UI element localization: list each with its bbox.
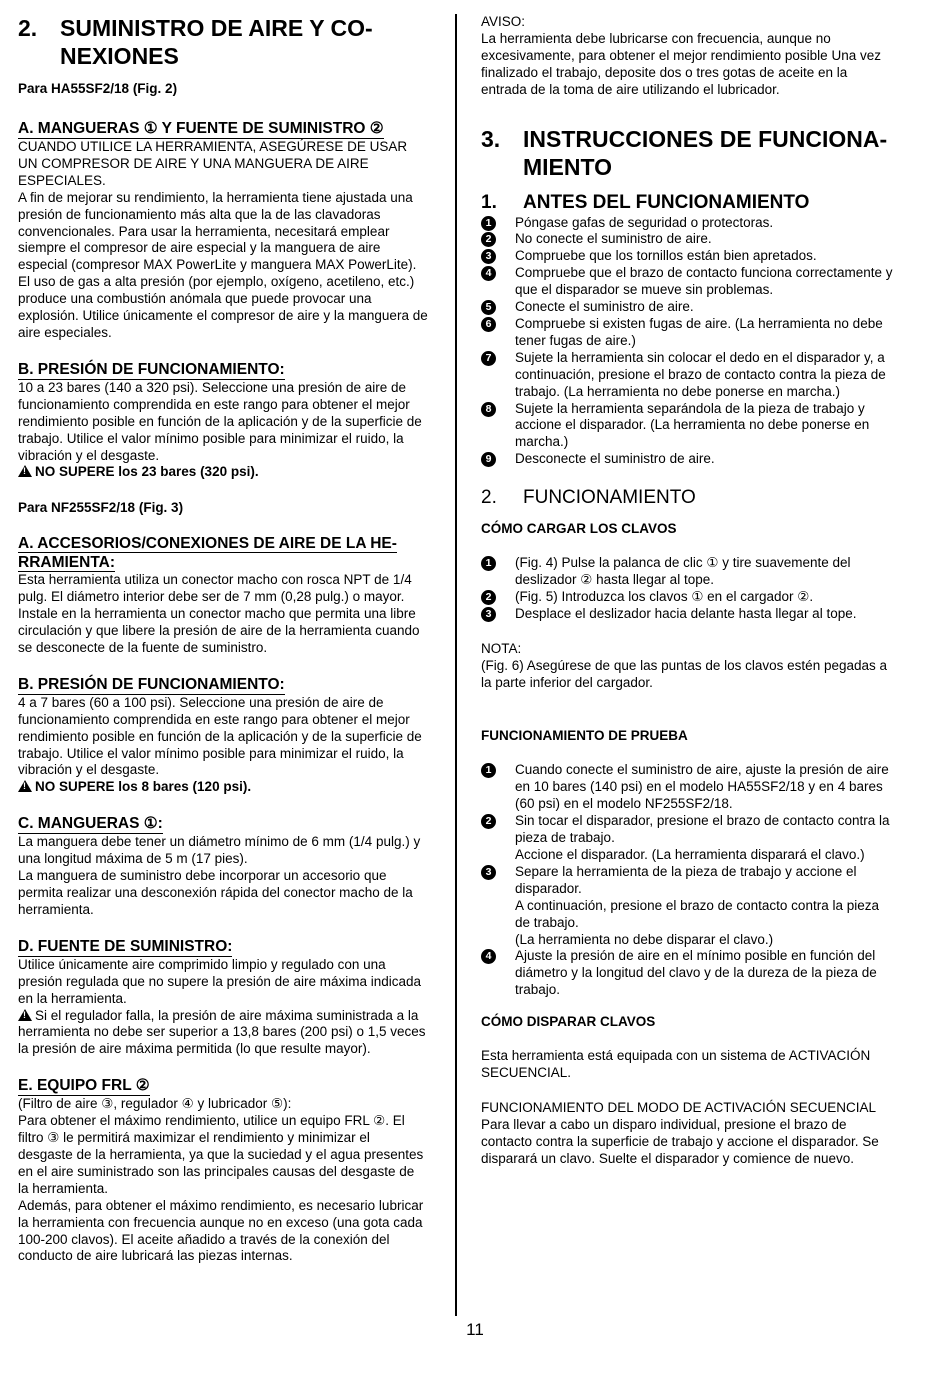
step-text: Compruebe si existen fugas de aire. (La herramienta no debe tener fugas de aire.): [515, 315, 883, 348]
left-column: [18, 14, 428, 1265]
step-text: Cuando conecte el suministro de aire, ajuste la presión de aire en 10 bares (140 psi) en el modelo HA55SF2/18 y en 4 bares (60 psi) en el modelo NF255SF2/18.: [515, 762, 889, 812]
step-number-badge: 2: [481, 814, 496, 829]
c-hoses-title: C. MANGUERAS ①:: [18, 815, 163, 833]
sequential-text: Para llevar a cabo un disparo individual, presione el brazo de contacto contra la superficie de trabajo y accione el disparador. Se disparará un clavo. Suelte el disparador y comience de nuevo.: [481, 1116, 879, 1166]
model-label-ha: Para HA55SF2/18 (Fig. 2): [18, 81, 178, 96]
e-frl-text-3: Además, para obtener el máximo rendimiento, es necesario lubricar la herramienta con frecuencia aunque no en exceso (una gota cada 100-200 clavos). El aceite añadido a través de la conexión del conducto de aire lubricará las piezas internas.: [18, 1197, 424, 1264]
step-number-badge: 3: [481, 865, 496, 880]
step-item: [481, 606, 893, 623]
pressure-text-ha: 10 a 23 bares (140 a 320 psi). Seleccione una presión de aire de funcionamiento comprendida en este rango para obtener el mejor rendimiento posible en función de la aplicación y de la superficie de trabajo. Utilice el valor mínimo posible para minimizar el ruido, la vibración y el desgaste.: [18, 379, 422, 463]
warning-text: Si el regulador falla, la presión de aire máxima suministrada a la herramienta no debe ser superior a 13,8 bares (200 psi) o 1,5 veces la presión de aire máxima permitida (lo que resulte mayor).: [18, 1007, 426, 1057]
title-line: A. ACCESORIOS/CONEXIONES DE AIRE DE LA HE-: [18, 535, 397, 553]
step-text-block: [515, 248, 893, 265]
section-3-heading: [481, 125, 893, 181]
title-line: RRAMIENTA:: [18, 554, 116, 572]
note-text: (Fig. 6) Asegúrese de que las puntas de los clavos estén pegadas a la parte inferior del cargador.: [481, 657, 888, 690]
step-text: (Fig. 5) Introduzca los clavos ① en el cargador ②.: [515, 588, 814, 604]
step-text: Desconecte el suministro de aire.: [515, 451, 715, 467]
e-frl-title: E. EQUIPO FRL ②: [18, 1077, 150, 1095]
heading-line: SUMINISTRO DE AIRE Y CO-: [60, 15, 373, 41]
step-text-block: [515, 762, 893, 813]
step-text: Ajuste la presión de aire en el mínimo posible en función del diámetro y la longitud del clavo y de la dureza de la pieza de trabajo.: [515, 948, 877, 998]
step-text-block: [515, 864, 893, 949]
step-number-badge: 9: [481, 452, 496, 467]
step-item: [481, 231, 893, 248]
notice-text: La herramienta debe lubricarse con frecuencia, aunque no excesivamente, para obtener el mejor rendimiento posible Una vez finalizado el trabajo, deposite dos o tres gotas de aceite en la entrada de la toma de aire utilizando el lubricador.: [481, 30, 881, 97]
subsection-number: 1.: [481, 191, 497, 213]
step-item: [481, 451, 893, 468]
step-number-badge: 1: [481, 556, 496, 571]
sequential-title: FUNCIONAMIENTO DEL MODO DE ACTIVACIÓN SECUENCIAL: [481, 1099, 877, 1115]
step-text-block: [515, 589, 893, 606]
hoses-supply-title: A. MANGUERAS ① Y FUENTE DE SUMINISTRO ②: [18, 120, 384, 137]
step-number-badge: 7: [481, 351, 496, 366]
heading-line: NEXIONES: [60, 43, 179, 69]
heading-line: INSTRUCCIONES DE FUNCIONA-: [523, 125, 888, 152]
step-text-block: [515, 948, 893, 999]
step-text: Accione el disparador. (La herramienta disparará el clavo.): [515, 847, 865, 862]
step-item: [481, 248, 893, 265]
e-frl-text-1: (Filtro de aire ③, regulador ④ y lubricador ⑤):: [18, 1096, 292, 1112]
step-text: Póngase gafas de seguridad o protectoras.: [515, 214, 774, 230]
model-label-nf: Para NF255SF2/18 (Fig. 3): [18, 500, 184, 516]
pressure-title-ha: B. PRESIÓN DE FUNCIONAMIENTO:: [18, 360, 285, 378]
heading-line: MIENTO: [523, 153, 613, 180]
step-text-block: [515, 451, 893, 468]
before-steps-list: [481, 215, 893, 469]
before-operation-heading: [481, 191, 893, 215]
step-text-block: [515, 215, 893, 232]
step-number-badge: 3: [481, 249, 496, 264]
pressure-warning-nf: [18, 779, 428, 796]
step-number-badge: 5: [481, 300, 496, 315]
step-item: [481, 401, 893, 452]
step-text-block: [515, 813, 893, 864]
d-supply-warning: [18, 1008, 428, 1059]
step-text: Sujete la herramienta sin colocar el dedo en el disparador y, a continuación, presione el brazo de contacto contra la pieza de trabajo. (La herramienta no debe ponerse en marcha.): [515, 349, 886, 399]
step-text: No conecte el suministro de aire.: [515, 231, 712, 247]
warning-text: NO SUPERE los 8 bares (120 psi).: [35, 779, 252, 795]
step-text-block: [515, 299, 893, 316]
step-item: [481, 762, 893, 813]
step-item: [481, 316, 893, 350]
note-label: NOTA:: [481, 640, 522, 656]
step-text-block: [515, 231, 893, 248]
e-frl-text-2: Para obtener el máximo rendimiento, utilice un equipo FRL ②. El filtro ③ le permitirá maximizar el rendimiento y minimizar el desgaste de la herramienta, ya que la suciedad y el agua presentes en el aire suministrado son las principales causas del desgaste de la herramienta.: [18, 1113, 424, 1196]
notice-label: AVISO:: [481, 14, 526, 29]
load-steps-list: [481, 555, 893, 623]
subsection-number: 2.: [481, 487, 497, 509]
fire-nails-text: Esta herramienta está equipada con un sistema de ACTIVACIÓN SECUENCIAL.: [481, 1048, 871, 1081]
d-supply-title: D. FUENTE DE SUMINISTRO:: [18, 937, 233, 955]
section-number: 2.: [18, 15, 38, 41]
pressure-text-nf: 4 a 7 bares (60 a 100 psi). Seleccione una presión de aire de funcionamiento comprendida en este rango para obtener el mejor rendimiento posible en función de la aplicación y de la superficie de trabajo. Utilice el valor mínimo posible para minimizar el ruido, la vibración y el desgaste.: [18, 694, 422, 778]
step-item: [481, 948, 893, 999]
right-column: [481, 14, 893, 1168]
step-text: Desplace el deslizador hacia delante hasta llegar al tope.: [515, 605, 857, 621]
step-text-block: [515, 555, 893, 589]
step-text: Sujete la herramienta separándola de la pieza de trabajo y accione el disparador. (La herramienta no debe ponerse en marcha.): [515, 400, 870, 450]
c-hoses-text-2: La manguera de suministro debe incorporar un accesorio que permita realizar una desconexión rápida del conector macho de la herramienta.: [18, 868, 413, 917]
subsection-title: ANTES DEL FUNCIONAMIENTO: [523, 191, 810, 213]
step-text: Compruebe que el brazo de contacto funciona correctamente y que el disparador se mueve sin problemas.: [515, 265, 893, 298]
step-item: [481, 864, 893, 949]
hoses-text: A fin de mejorar su rendimiento, la herramienta tiene ajustada una presión de funcionamiento más alta que la de las clavadoras convencionales. Para usar la herramienta, necesitará emplear siempre el compresor de aire especial y la manguera de aire especial (compresor MAX PowerLite y manguera MAX PowerLite). El uso de gas a alta presión (por ejemplo, oxígeno, acetileno, etc.) produce una combustión anómala que puede provocar una explosión. Utilice únicamente el compresor de aire y la manguera de aire especiales.: [18, 189, 428, 340]
step-number-badge: 1: [481, 216, 496, 231]
step-item: [481, 215, 893, 232]
pressure-title-nf: B. PRESIÓN DE FUNCIONAMIENTO:: [18, 675, 285, 693]
c-hoses-text-1: La manguera debe tener un diámetro mínimo de 6 mm (1/4 pulg.) y una longitud máxima de 5 m (17 pies).: [18, 834, 421, 867]
step-text: A continuación, presione el brazo de contacto contra la pieza de trabajo.: [515, 897, 879, 930]
step-text: Compruebe que los tornillos están bien apretados.: [515, 248, 817, 264]
step-number-badge: 4: [481, 949, 496, 964]
step-text: (La herramienta no debe disparar el clavo.): [515, 931, 774, 947]
subsection-title: FUNCIONAMIENTO: [523, 487, 696, 509]
step-text-block: [515, 316, 893, 350]
step-number-badge: 8: [481, 402, 496, 417]
step-text-block: [515, 401, 893, 452]
warning-text: NO SUPERE los 23 bares (320 psi).: [35, 464, 259, 480]
step-item: [481, 813, 893, 864]
warning-icon: [18, 780, 32, 792]
step-number-badge: 4: [481, 266, 496, 281]
page-number: 11: [466, 1320, 484, 1339]
step-item: [481, 265, 893, 299]
test-operation-title: FUNCIONAMIENTO DE PRUEBA: [481, 728, 688, 744]
step-text-block: [515, 606, 893, 623]
section-2-heading: [18, 14, 428, 70]
step-number-badge: 3: [481, 607, 496, 622]
section-number: 3.: [481, 125, 501, 152]
warning-icon: [18, 1009, 32, 1021]
pressure-warning-ha: [18, 464, 428, 481]
accessories-title: [18, 534, 397, 572]
step-text: Sin tocar el disparador, presione el brazo de contacto contra la pieza de trabajo.: [515, 813, 890, 846]
step-item: [481, 555, 893, 589]
d-supply-text: Utilice únicamente aire comprimido limpio y regulado con una presión regulada que no supere la presión de aire máxima indicada en la herramienta.: [18, 956, 422, 1006]
step-text: Conecte el suministro de aire.: [515, 299, 694, 315]
column-divider: [455, 14, 457, 1316]
step-number-badge: 1: [481, 763, 496, 778]
hoses-caps-text: CUANDO UTILICE LA HERRAMIENTA, ASEGÚRESE DE USAR UN COMPRESOR DE AIRE Y UNA MANGUERA DE AIRE ESPECIALES.: [18, 139, 408, 188]
step-text-block: [515, 265, 893, 299]
test-steps-list: [481, 762, 893, 999]
step-number-badge: 6: [481, 317, 496, 332]
warning-icon: [18, 465, 32, 477]
step-item: [481, 299, 893, 316]
step-text: Separe la herramienta de la pieza de trabajo y accione el disparador.: [515, 863, 857, 896]
accessories-text: Esta herramienta utiliza un conector macho con rosca NPT de 1/4 pulg. El diámetro interior debe ser de 7 mm (0,28 pulg.) o mayor. Instale en la herramienta un conector macho que permita una libre circulación y que libere la presión de aire de la herramienta cuando se desconecte de la fuente de suministro.: [18, 572, 420, 655]
step-item: [481, 350, 893, 401]
load-nails-title: CÓMO CARGAR LOS CLAVOS: [481, 521, 677, 537]
fire-nails-title: CÓMO DISPARAR CLAVOS: [481, 1014, 656, 1030]
step-number-badge: 2: [481, 232, 496, 247]
step-number-badge: 2: [481, 590, 496, 605]
step-text-block: [515, 350, 893, 401]
operation-heading: [481, 486, 893, 510]
step-item: [481, 589, 893, 606]
step-text: (Fig. 4) Pulse la palanca de clic ① y tire suavemente del deslizador ② hasta llegar al tope.: [515, 555, 851, 588]
